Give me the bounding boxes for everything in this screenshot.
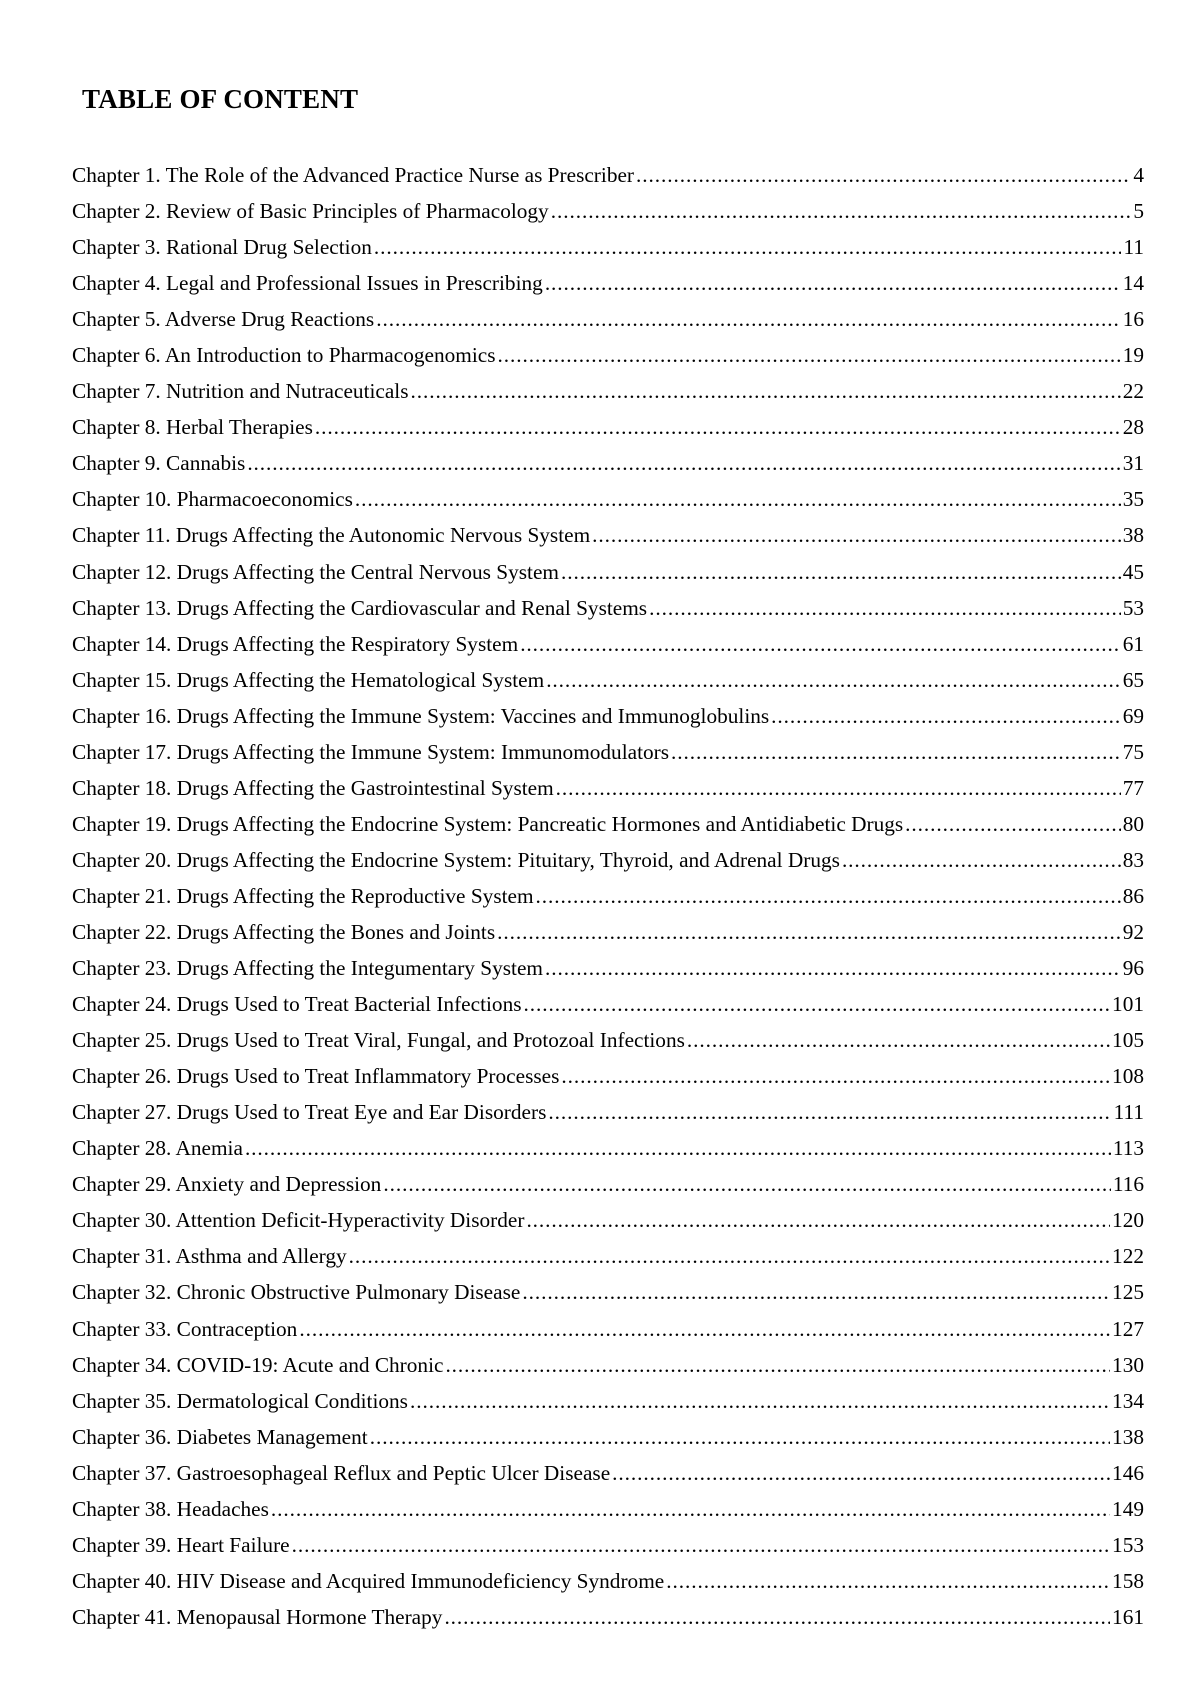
toc-entry[interactable] <box>72 1274 1144 1310</box>
toc-entry-page-number: 108 <box>1112 1064 1144 1089</box>
dot-leader <box>299 1311 1110 1347</box>
toc-entry-title: Chapter 20. Drugs Affecting the Endocrine System: Pituitary, Thyroid, and Adrenal Drugs <box>72 847 840 872</box>
toc-entry-page-number: 75 <box>1122 739 1144 764</box>
toc-entry-title: Chapter 16. Drugs Affecting the Immune System: Vaccines and Immunoglobulins <box>72 703 770 728</box>
toc-entry-page-number: 22 <box>1122 379 1144 404</box>
toc-entry-title: Chapter 3. Rational Drug Selection <box>72 235 372 260</box>
toc-entry-page-number: 28 <box>1122 415 1144 440</box>
toc-entry[interactable] <box>72 1491 1144 1527</box>
toc-entry-title: Chapter 6. An Introduction to Pharmacogenomics <box>72 343 496 368</box>
toc-entry[interactable] <box>72 878 1144 914</box>
toc-entry-page-number: 53 <box>1122 595 1144 620</box>
dot-leader <box>374 229 1122 265</box>
dot-leader <box>245 1130 1111 1166</box>
toc-entry-title: Chapter 12. Drugs Affecting the Central Nervous System <box>72 559 559 584</box>
toc-entry-page-number: 80 <box>1122 811 1144 836</box>
toc-entry-title: Chapter 40. HIV Disease and Acquired Immunodeficiency Syndrome <box>72 1568 665 1593</box>
toc-entry-page-number: 4 <box>1133 163 1144 187</box>
toc-entry[interactable] <box>72 554 1144 590</box>
dot-leader <box>556 770 1121 806</box>
dot-leader <box>524 986 1111 1022</box>
dot-leader <box>526 1202 1110 1238</box>
dot-leader <box>349 1238 1110 1274</box>
toc-entry-title: Chapter 24. Drugs Used to Treat Bacterial Infections <box>72 992 522 1017</box>
toc-entry-page-number: 122 <box>1112 1244 1144 1269</box>
toc-entry-page-number: 116 <box>1112 1172 1144 1197</box>
toc-entry[interactable] <box>72 1311 1144 1347</box>
dot-leader <box>315 409 1121 445</box>
toc-entry[interactable] <box>72 806 1144 842</box>
dot-leader <box>561 554 1121 590</box>
toc-entry[interactable] <box>72 950 1144 986</box>
dot-leader <box>383 1166 1111 1202</box>
toc-entry-title: Chapter 8. Herbal Therapies <box>72 415 313 440</box>
dot-leader <box>905 806 1121 842</box>
dot-leader <box>410 1383 1110 1419</box>
toc-entry[interactable] <box>72 626 1144 662</box>
toc-entry-title: Chapter 13. Drugs Affecting the Cardiovascular and Renal Systems <box>72 595 648 620</box>
dot-leader <box>771 698 1121 734</box>
toc-entry-page-number: 65 <box>1122 667 1144 692</box>
toc-entry[interactable] <box>72 337 1144 373</box>
toc-entry-title: Chapter 34. COVID-19: Acute and Chronic <box>72 1352 444 1377</box>
toc-entry-title: Chapter 9. Cannabis <box>72 451 246 476</box>
toc-entry-page-number: 138 <box>1112 1424 1144 1449</box>
toc-entry[interactable] <box>72 842 1144 878</box>
dot-leader <box>520 626 1121 662</box>
toc-entry-page-number: 153 <box>1112 1532 1144 1557</box>
toc-entry[interactable] <box>72 1058 1144 1094</box>
toc-entry[interactable] <box>72 517 1144 553</box>
dot-leader <box>551 193 1132 229</box>
toc-entry-page-number: 134 <box>1112 1388 1144 1413</box>
toc-entry-page-number: 45 <box>1122 559 1144 584</box>
toc-entry-page-number: 92 <box>1122 919 1144 944</box>
toc-entry-page-number: 105 <box>1112 1028 1144 1053</box>
toc-entry-title: Chapter 14. Drugs Affecting the Respiratory System <box>72 631 519 656</box>
toc-entry-page-number: 111 <box>1113 1100 1144 1125</box>
toc-entry-title: Chapter 39. Heart Failure <box>72 1532 290 1557</box>
toc-entry-title: Chapter 10. Pharmacoeconomics <box>72 487 353 512</box>
dot-leader <box>497 914 1121 950</box>
toc-entry-title: Chapter 2. Review of Basic Principles of Pharmacology <box>72 199 549 224</box>
toc-entry[interactable] <box>72 914 1144 950</box>
toc-entry-title: Chapter 22. Drugs Affecting the Bones and Joints <box>72 919 496 944</box>
toc-entry-title: Chapter 1. The Role of the Advanced Practice Nurse as Prescriber <box>72 163 635 187</box>
dot-leader <box>522 1274 1110 1310</box>
toc-entry[interactable] <box>72 1383 1144 1419</box>
toc-entry[interactable] <box>72 481 1144 517</box>
toc-entry-page-number: 149 <box>1112 1496 1144 1521</box>
dot-leader <box>497 337 1120 373</box>
toc-entry-title: Chapter 11. Drugs Affecting the Autonomic Nervous System <box>72 523 591 548</box>
dot-leader <box>612 1455 1110 1491</box>
dot-leader <box>444 1599 1110 1635</box>
toc-entry-page-number: 158 <box>1112 1568 1144 1593</box>
toc-entry[interactable] <box>72 445 1144 481</box>
dot-leader <box>561 1058 1110 1094</box>
toc-entry-title: Chapter 18. Drugs Affecting the Gastrointestinal System <box>72 775 554 800</box>
toc-entry-page-number: 31 <box>1122 451 1144 476</box>
toc-entry-title: Chapter 31. Asthma and Allergy <box>72 1244 347 1269</box>
dot-leader <box>636 157 1131 193</box>
dot-leader <box>545 265 1121 301</box>
toc-entry[interactable] <box>72 229 1144 265</box>
toc-list <box>72 157 1144 1635</box>
dot-leader <box>548 1094 1111 1130</box>
toc-entry[interactable] <box>72 1563 1144 1599</box>
toc-entry[interactable] <box>72 373 1144 409</box>
dot-leader <box>445 1347 1110 1383</box>
dot-leader <box>355 481 1121 517</box>
toc-entry[interactable] <box>72 157 1144 193</box>
toc-entry-page-number: 96 <box>1122 956 1144 981</box>
toc-entry-title: Chapter 37. Gastroesophageal Reflux and Peptic Ulcer Disease <box>72 1460 611 1485</box>
dot-leader <box>687 1022 1110 1058</box>
dot-leader <box>411 373 1121 409</box>
toc-entry[interactable] <box>72 1130 1144 1166</box>
toc-entry-title: Chapter 4. Legal and Professional Issues in Prescribing <box>72 271 543 296</box>
toc-entry-title: Chapter 35. Dermatological Conditions <box>72 1388 408 1413</box>
toc-entry-page-number: 61 <box>1122 631 1144 656</box>
toc-entry-page-number: 5 <box>1133 199 1144 224</box>
dot-leader <box>247 445 1120 481</box>
toc-entry-page-number: 113 <box>1112 1136 1144 1161</box>
toc-entry[interactable] <box>72 1347 1144 1383</box>
toc-entry[interactable] <box>72 1238 1144 1274</box>
toc-entry-page-number: 19 <box>1122 343 1144 368</box>
toc-entry-page-number: 14 <box>1122 271 1144 296</box>
toc-entry-page-number: 130 <box>1112 1352 1144 1377</box>
toc-entry[interactable] <box>72 1419 1144 1455</box>
toc-entry-page-number: 38 <box>1122 523 1144 548</box>
toc-entry-title: Chapter 15. Drugs Affecting the Hematological System <box>72 667 545 692</box>
toc-entry-page-number: 83 <box>1122 847 1144 872</box>
dot-leader <box>649 590 1121 626</box>
toc-entry-page-number: 146 <box>1112 1460 1144 1485</box>
dot-leader <box>536 878 1121 914</box>
toc-entry[interactable] <box>72 1455 1144 1491</box>
toc-entry-title: Chapter 21. Drugs Affecting the Reproductive System <box>72 883 534 908</box>
toc-entry-title: Chapter 17. Drugs Affecting the Immune System: Immunomodulators <box>72 739 670 764</box>
toc-entry-title: Chapter 29. Anxiety and Depression <box>72 1172 382 1197</box>
toc-entry[interactable] <box>72 301 1144 337</box>
dot-leader <box>376 301 1120 337</box>
toc-entry-page-number: 127 <box>1112 1316 1144 1341</box>
toc-entry[interactable] <box>72 698 1144 734</box>
toc-entry-page-number: 69 <box>1122 703 1144 728</box>
dot-leader <box>842 842 1121 878</box>
toc-entry-title: Chapter 23. Drugs Affecting the Integumentary System <box>72 956 543 981</box>
toc-entry[interactable] <box>72 1599 1144 1635</box>
toc-entry-title: Chapter 28. Anemia <box>72 1136 243 1161</box>
toc-entry[interactable] <box>72 265 1144 301</box>
toc-entry[interactable] <box>72 1022 1144 1058</box>
toc-entry-page-number: 77 <box>1122 775 1144 800</box>
toc-entry-page-number: 101 <box>1112 992 1144 1017</box>
toc-entry-title: Chapter 38. Headaches <box>72 1496 269 1521</box>
dot-leader <box>671 734 1121 770</box>
toc-entry-page-number: 161 <box>1112 1604 1144 1629</box>
toc-entry-title: Chapter 7. Nutrition and Nutraceuticals <box>72 379 409 404</box>
toc-entry[interactable] <box>72 770 1144 806</box>
toc-entry[interactable] <box>72 734 1144 770</box>
toc-entry-title: Chapter 25. Drugs Used to Treat Viral, Fungal, and Protozoal Infections <box>72 1028 685 1053</box>
toc-entry-page-number: 11 <box>1123 235 1144 260</box>
toc-entry[interactable] <box>72 1202 1144 1238</box>
toc-entry-title: Chapter 41. Menopausal Hormone Therapy <box>72 1604 443 1629</box>
dot-leader <box>370 1419 1110 1455</box>
dot-leader <box>546 662 1121 698</box>
toc-entry-title: Chapter 26. Drugs Used to Treat Inflammatory Processes <box>72 1064 560 1089</box>
toc-entry-page-number: 35 <box>1122 487 1144 512</box>
toc-entry[interactable] <box>72 1527 1144 1563</box>
toc-entry-title: Chapter 27. Drugs Used to Treat Eye and Ear Disorders <box>72 1100 547 1125</box>
toc-entry[interactable] <box>72 986 1144 1022</box>
toc-entry-title: Chapter 19. Drugs Affecting the Endocrine System: Pancreatic Hormones and Antidiabetic Drugs <box>72 811 904 836</box>
toc-entry-title: Chapter 33. Contraception <box>72 1316 298 1341</box>
dot-leader <box>592 517 1121 553</box>
toc-entry-page-number: 16 <box>1122 307 1144 332</box>
page-title: TABLE OF CONTENT <box>82 84 359 114</box>
toc-entry-title: Chapter 30. Attention Deficit-Hyperactivity Disorder <box>72 1208 525 1233</box>
toc-entry-title: Chapter 36. Diabetes Management <box>72 1424 368 1449</box>
dot-leader <box>271 1491 1110 1527</box>
toc-entry-page-number: 125 <box>1112 1280 1144 1305</box>
toc-entry[interactable] <box>72 590 1144 626</box>
toc-entry[interactable] <box>72 662 1144 698</box>
toc-entry-page-number: 86 <box>1122 883 1144 908</box>
toc-entry-title: Chapter 5. Adverse Drug Reactions <box>72 307 375 332</box>
dot-leader <box>666 1563 1110 1599</box>
toc-entry[interactable] <box>72 1166 1144 1202</box>
dot-leader <box>545 950 1121 986</box>
toc-entry[interactable] <box>72 193 1144 229</box>
toc-entry[interactable] <box>72 1094 1144 1130</box>
dot-leader <box>292 1527 1110 1563</box>
toc-entry-page-number: 120 <box>1112 1208 1144 1233</box>
toc-entry-title: Chapter 32. Chronic Obstructive Pulmonary Disease <box>72 1280 521 1305</box>
toc-entry[interactable] <box>72 409 1144 445</box>
